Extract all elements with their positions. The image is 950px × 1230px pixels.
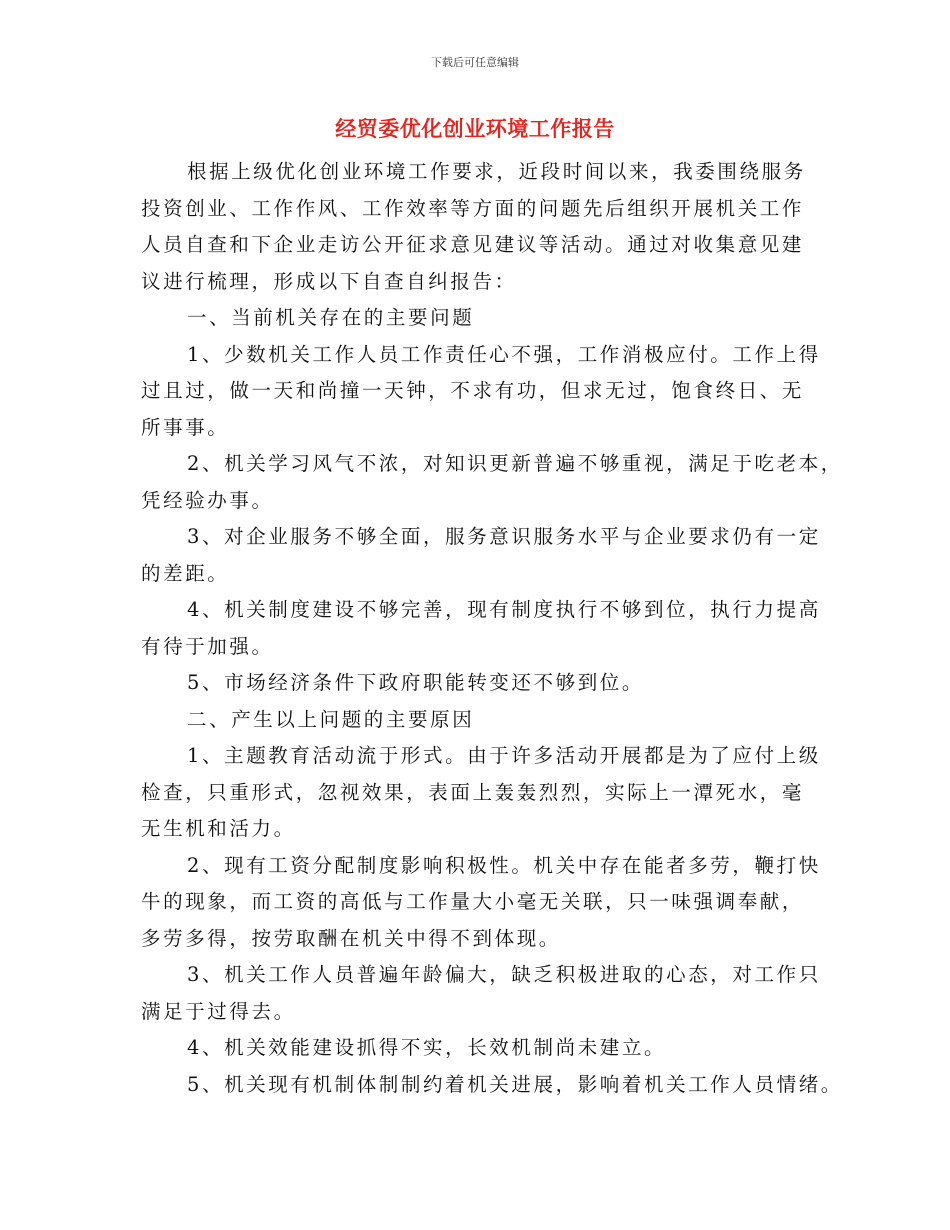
paragraph (141, 665, 826, 702)
document-body (141, 154, 843, 1103)
paragraph (141, 848, 826, 958)
paragraph (141, 738, 826, 848)
text-line: 2、机关学习风气不浓，对知识更新普遍不够重视，满足于吃老本， (187, 452, 843, 475)
text-line: 凭经验办事。 (141, 488, 274, 512)
text-line: 5、机关现有机制体制制约着机关进展，影响着机关工作人员情绪。 (187, 1072, 843, 1096)
paragraph (141, 337, 826, 447)
text-line: 4、机关效能建设抓得不实，长效机制尚未建立。 (187, 1036, 667, 1059)
text-line: 根据上级优化创业环境工作要求，近段时间以来，我委围绕服务 (187, 160, 806, 183)
text-line: 人员自查和下企业走访公开征求意见建议等活动。通过对收集意见建 (141, 233, 805, 256)
paragraph (141, 446, 843, 519)
text-line: 的差距。 (141, 561, 230, 585)
section-heading (141, 300, 826, 337)
text-line: 3、机关工作人员普遍年龄偏大，缺乏积极进取的心态，对工作只 (187, 963, 821, 986)
text-line: 议进行梳理，形成以下自查自纠报告： (141, 269, 517, 293)
text-line: 牛的现象，而工资的高低与工作量大小毫无关联，只一味强调奉献， (141, 890, 805, 913)
text-line: 一、当前机关存在的主要问题 (187, 306, 475, 329)
paragraph (141, 592, 826, 665)
text-line: 无生机和活力。 (141, 817, 296, 840)
text-line: 检查，只重形式，忽视效果，表面上轰轰烈烈，实际上一潭死水，毫 (141, 780, 805, 804)
paragraph (141, 1030, 826, 1067)
header-note: 下载后可任意编辑 (431, 56, 519, 69)
text-line: 满足于过得去。 (141, 999, 296, 1023)
section-heading (141, 702, 826, 739)
text-line: 过且过，做一天和尚撞一天钟，不求有功，但求无过，饱食终日、无 (141, 379, 805, 402)
text-line: 投资创业、工作作风、工作效率等方面的问题先后组织开展机关工作 (141, 196, 805, 220)
text-line: 多劳多得，按劳取酬在机关中得不到体现。 (141, 926, 561, 950)
paragraph (141, 154, 826, 300)
paragraph (141, 519, 826, 592)
document-title: 经贸委优化创业环境工作报告 (335, 117, 615, 141)
text-line: 3、对企业服务不够全面，服务意识服务水平与企业要求仍有一定 (187, 525, 821, 548)
text-line: 有待于加强。 (141, 634, 274, 658)
text-line: 4、机关制度建设不够完善，现有制度执行不够到位，执行力提高 (187, 598, 821, 621)
paragraph (141, 957, 826, 1030)
paragraph (141, 1067, 843, 1104)
text-line: 所事事。 (141, 415, 230, 439)
text-line: 1、少数机关工作人员工作责任心不强，工作消极应付。工作上得 (187, 342, 821, 366)
text-line: 2、现有工资分配制度影响积极性。机关中存在能者多劳，鞭打快 (187, 853, 821, 877)
text-line: 1、主题教育活动流于形式。由于许多活动开展都是为了应付上级 (187, 744, 821, 767)
text-line: 5、市场经济条件下政府职能转变还不够到位。 (187, 671, 645, 694)
text-line: 二、产生以上问题的主要原因 (187, 707, 475, 731)
